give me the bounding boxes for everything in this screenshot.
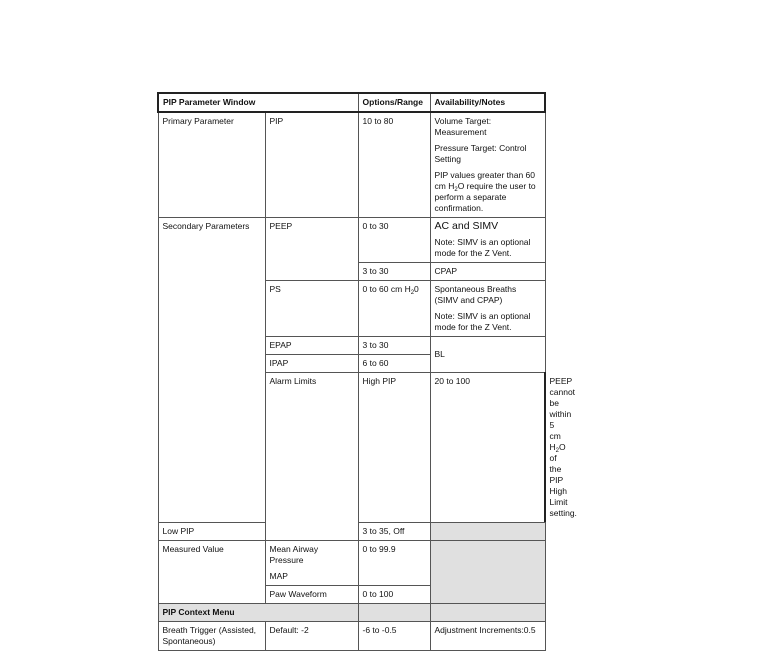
primary-notes <box>430 112 545 218</box>
ps-notes <box>430 281 545 337</box>
measured-param-paw: Paw Waveform <box>265 586 358 604</box>
ps-range: 0 to 60 cm $H_20$ <box>358 281 430 337</box>
low-pip-note-empty <box>430 523 545 541</box>
pip-parameter-table <box>157 92 577 651</box>
table-row: Alarm Limits High PIP 20 to 100 PEEP cannot be within 5 cm $H_2O$ of the PIP High Limit setting. <box>158 373 545 523</box>
breath-trigger-default: Default: -2 <box>265 622 358 651</box>
low-pip-range: 3 to 35, Off <box>358 523 430 541</box>
high-pip-range: 20 to 100 <box>430 373 545 523</box>
table-row <box>158 112 545 218</box>
peep-range-2: 3 to 30 <box>358 263 430 281</box>
paw-range: 0 to 100 <box>358 586 430 604</box>
secondary-parameters-label: Secondary Parameters <box>158 218 265 523</box>
map-abbrev-text: MAP <box>269 571 288 581</box>
mean-airway-pressure-text: Mean Airway Pressure <box>269 544 319 565</box>
secondary-param-peep: PEEP <box>265 218 358 281</box>
table-row <box>158 218 545 263</box>
epap-range: 3 to 30 <box>358 337 430 355</box>
primary-parameter-label: Primary Parameter <box>158 112 265 218</box>
ipap-range: 6 to 60 <box>358 355 430 373</box>
table-row <box>158 622 545 651</box>
ps-note-simv-optional: Note: SIMV is an optional mode for the Z Vent. <box>434 311 531 332</box>
bl-note: BL <box>430 337 545 373</box>
measured-value-label: Measured Value <box>158 541 265 604</box>
context-menu-title: PIP Context Menu <box>158 604 358 622</box>
table-header-row <box>158 93 545 112</box>
alarm-param-high-pip: High PIP <box>358 373 430 523</box>
context-menu-empty-1 <box>358 604 430 622</box>
alarm-limits-label: Alarm Limits <box>265 373 358 541</box>
secondary-param-ps: PS <box>265 281 358 337</box>
measured-param-map <box>265 541 358 586</box>
header-window-title: PIP Parameter Window <box>158 93 358 112</box>
context-menu-empty-2 <box>430 604 545 622</box>
peep-note-cpap: CPAP <box>430 263 545 281</box>
breath-trigger-label: Breath Trigger (Assisted, Spontaneous) <box>158 622 265 651</box>
context-menu-header-row <box>158 604 545 622</box>
measured-note-empty <box>430 541 545 604</box>
header-options-range: Options/Range <box>358 93 430 112</box>
breath-trigger-range: -6 to -0.5 <box>358 622 430 651</box>
header-availability-notes: Availability/Notes <box>430 93 545 112</box>
primary-param-pip: PIP <box>265 112 358 218</box>
peep-note-simv-optional: Note: SIMV is an optional mode for the Z Vent. <box>434 237 531 258</box>
table-row <box>158 541 545 586</box>
peep-notes <box>430 218 545 263</box>
primary-note-pressure: Pressure Target: Control Setting <box>434 143 527 164</box>
peep-note-ac-simv: AC and SIMV <box>434 220 499 232</box>
ps-note-spontaneous: Spontaneous Breaths (SIMV and CPAP) <box>434 284 517 305</box>
breath-trigger-note: Adjustment Increments:0.5 <box>430 622 545 651</box>
alarm-param-low-pip: Low PIP <box>158 523 265 541</box>
primary-range: 10 to 80 <box>358 112 430 218</box>
map-range: 0 to 99.9 <box>358 541 430 586</box>
secondary-param-ipap: IPAP <box>265 355 358 373</box>
peep-range-1: 0 to 30 <box>358 218 430 263</box>
secondary-param-epap: EPAP <box>265 337 358 355</box>
primary-note-volume: Volume Target: Measurement <box>434 116 492 137</box>
primary-note-confirmation: PIP values greater than 60 cm $H_2O$ require the user to perform a separate confirmation. <box>434 170 536 213</box>
